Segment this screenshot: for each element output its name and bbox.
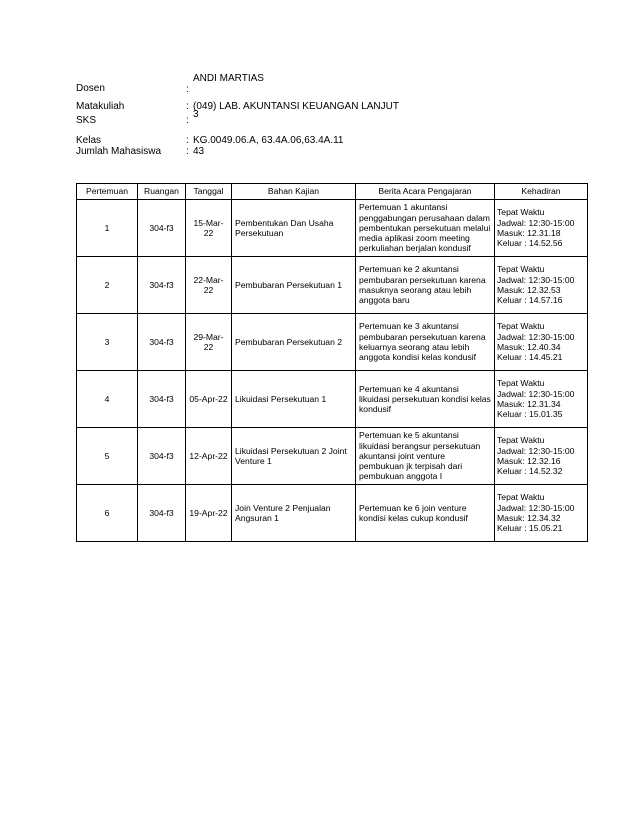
kehadiran-keluar: Keluar : 14.52.32 [497, 466, 563, 477]
jumlah-value: 43 [193, 146, 205, 157]
sks-value: 3 [193, 109, 199, 120]
table-row [77, 200, 588, 257]
kehadiran-keluar: Keluar : 14.52.56 [497, 238, 563, 249]
cell-tanggal: 29-Mar-22 [186, 314, 232, 371]
kehadiran-jadwal: Jadwal: 12:30-15:00 [497, 274, 575, 285]
cell-pertemuan: 5 [77, 428, 138, 485]
cell-ruangan: 304-f3 [138, 428, 186, 485]
kehadiran-status: Tepat Waktu [497, 207, 545, 218]
cell-tanggal: 22-Mar-22 [186, 257, 232, 314]
kehadiran-keluar: Keluar : 15.01.35 [497, 409, 563, 420]
info-row-sks [76, 109, 596, 129]
dosen-value: ANDI MARTIAS [193, 73, 264, 84]
cell-berita-acara: Pertemuan ke 2 akuntansi pembubaran persekutuan karena masuknya seorang atau lebih anggota baru [356, 257, 495, 314]
kehadiran-jadwal: Jadwal: 12:30-15:00 [497, 502, 575, 513]
cell-kehadiran [495, 314, 588, 371]
kehadiran-status: Tepat Waktu [497, 492, 545, 503]
kehadiran-masuk: Masuk: 12.40.34 [497, 342, 561, 352]
cell-tanggal: 19-Apr-22 [186, 485, 232, 542]
cell-ruangan: 304-f3 [138, 314, 186, 371]
kehadiran-jadwal: Jadwal: 12:30-15:00 [497, 388, 575, 399]
cell-bahan-kajian: Join Venture 2 Penjualan Angsuran 1 [232, 485, 356, 542]
kehadiran-masuk: Masuk: 12.32.16 [497, 456, 561, 466]
header-tanggal: Tanggal [186, 184, 232, 200]
kehadiran-jadwal: Jadwal: 12:30-15:00 [497, 445, 575, 456]
matakuliah-value: (049) LAB. AKUNTANSI KEUANGAN LANJUT [193, 101, 399, 112]
header-pertemuan: Pertemuan [77, 184, 138, 200]
kehadiran-status: Tepat Waktu [497, 321, 545, 332]
kehadiran-jadwal: Jadwal: 12:30-15:00 [497, 217, 575, 228]
cell-pertemuan: 1 [77, 200, 138, 257]
colon: : [186, 101, 189, 112]
cell-pertemuan: 4 [77, 371, 138, 428]
header-kehadiran: Kehadiran [495, 184, 588, 200]
cell-bahan-kajian: Likuidasi Persekutuan 2 Joint Venture 1 [232, 428, 356, 485]
table-row [77, 485, 588, 542]
kelas-value: KG.0049.06.A, 63.4A.06,63.4A.11 [193, 135, 344, 146]
cell-pertemuan: 3 [77, 314, 138, 371]
cell-bahan-kajian: Pembubaran Persekutuan 2 [232, 314, 356, 371]
cell-tanggal: 15-Mar-22 [186, 200, 232, 257]
info-row-dosen [76, 72, 596, 95]
cell-berita-acara: Pertemuan 1 akuntansi penggabungan perusahaan dalam pembentukan persekutuan melalui media aplikasi zoom meeting perkuliahan berjalan kondusif [356, 200, 495, 257]
kehadiran-keluar: Keluar : 14.45.21 [497, 352, 563, 363]
colon: : [186, 135, 189, 146]
kehadiran-status: Tepat Waktu [497, 264, 545, 275]
attendance-table [76, 183, 588, 542]
kehadiran-jadwal: Jadwal: 12:30-15:00 [497, 331, 575, 342]
table-row [77, 257, 588, 314]
cell-tanggal: 05-Apr-22 [186, 371, 232, 428]
cell-pertemuan: 2 [77, 257, 138, 314]
cell-bahan-kajian: Pembentukan Dan Usaha Persekutuan [232, 200, 356, 257]
cell-pertemuan: 6 [77, 485, 138, 542]
cell-ruangan: 304-f3 [138, 200, 186, 257]
cell-tanggal: 12-Apr-22 [186, 428, 232, 485]
kehadiran-keluar: Keluar : 14.57.16 [497, 295, 563, 306]
header-bahan-kajian: Bahan Kajian [232, 184, 356, 200]
kelas-label: Kelas [76, 135, 102, 146]
kehadiran-status: Tepat Waktu [497, 435, 545, 446]
header-ruangan: Ruangan [138, 184, 186, 200]
cell-berita-acara: Pertemuan ke 4 akuntansi likuidasi persekutuan kondisi kelas kondusif [356, 371, 495, 428]
cell-bahan-kajian: Pembubaran Persekutuan 1 [232, 257, 356, 314]
table-row [77, 314, 588, 371]
matakuliah-label: Matakuliah [76, 101, 125, 112]
kehadiran-status: Tepat Waktu [497, 378, 545, 389]
cell-kehadiran [495, 371, 588, 428]
cell-bahan-kajian: Likuidasi Persekutuan 1 [232, 371, 356, 428]
cell-berita-acara: Pertemuan ke 5 akuntansi likuidasi berangsur persekutuan akuntansi joint venture pembukuan jk terpisah dari pembukuan anggota I [356, 428, 495, 485]
cell-kehadiran [495, 200, 588, 257]
kehadiran-masuk: Masuk: 12.31.18 [497, 228, 561, 238]
table-header-row [77, 184, 588, 200]
cell-kehadiran [495, 428, 588, 485]
kehadiran-masuk: Masuk: 12.34.32 [497, 513, 561, 523]
cell-ruangan: 304-f3 [138, 485, 186, 542]
info-row-matakuliah [76, 101, 596, 115]
cell-berita-acara: Pertemuan ke 6 join venture kondisi kelas cukup kondusif [356, 485, 495, 542]
kehadiran-masuk: Masuk: 12.31.34 [497, 399, 561, 409]
cell-kehadiran [495, 485, 588, 542]
table-row [77, 371, 588, 428]
colon: : [186, 146, 189, 157]
cell-kehadiran [495, 257, 588, 314]
course-info [76, 72, 596, 160]
colon: : [186, 84, 189, 95]
sks-label: SKS [76, 115, 97, 126]
cell-berita-acara: Pertemuan ke 3 akuntansi pembubaran persekutuan karena keluarnya seorang atau lebih anggota kondisi kelas kondusif [356, 314, 495, 371]
kehadiran-masuk: Masuk: 12.32.53 [497, 285, 561, 295]
jumlah-label: Jumlah Mahasiswa [76, 146, 162, 157]
header-berita-acara: Berita Acara Pengajaran [356, 184, 495, 200]
kehadiran-keluar: Keluar : 15.05.21 [497, 523, 563, 534]
dosen-label: Dosen [76, 83, 105, 94]
cell-ruangan: 304-f3 [138, 257, 186, 314]
cell-ruangan: 304-f3 [138, 371, 186, 428]
colon: : [186, 115, 189, 126]
info-row-jumlah [76, 146, 596, 160]
table-row [77, 428, 588, 485]
